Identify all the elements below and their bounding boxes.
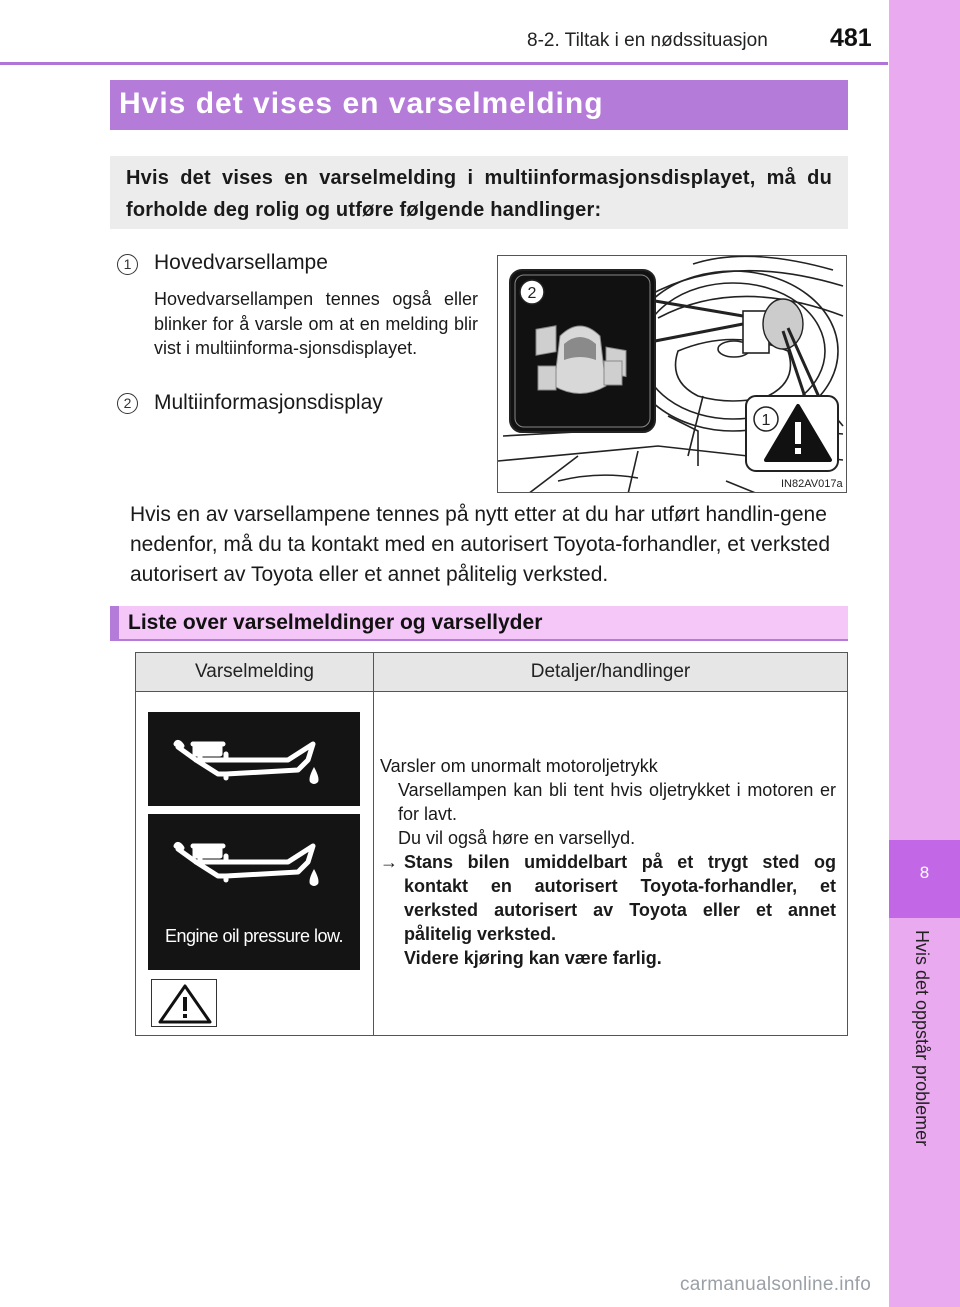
detail-line: Du vil også høre en varsellyd. <box>398 828 636 848</box>
header-rule <box>0 62 888 65</box>
dashboard-drawing <box>498 256 847 493</box>
figure-code: IN82AV017a <box>781 478 843 490</box>
detail-action-warning: Videre kjøring kan være farlig. <box>404 948 662 968</box>
intro-box: Hvis det vises en varselmelding i multiinformasjonsdisplayet, må du forholde deg rolig og utføre følgende handlinger: <box>110 156 848 229</box>
main-title-bar <box>110 80 848 130</box>
detail-title: Varsler om unormalt motoroljetrykk <box>380 756 658 776</box>
chapter-number-box: 8 <box>889 840 960 918</box>
warning-triangle-icon <box>152 980 218 1028</box>
figure-callout-1: 1 <box>761 412 771 429</box>
message-details-cell <box>374 692 848 1036</box>
figure-callout-2: 2 <box>527 285 537 302</box>
message-images-cell <box>136 692 374 1036</box>
item-title-multi-info-display: Multiinformasjonsdisplay <box>154 391 383 414</box>
action-arrow: → <box>380 852 398 872</box>
warning-messages-table <box>135 652 848 1036</box>
table-row <box>136 692 848 1036</box>
item-number-badge: 1 <box>117 254 138 275</box>
item-number-badge: 2 <box>117 393 138 414</box>
page-number: 481 <box>830 24 872 52</box>
detail-action <box>380 850 836 946</box>
dashboard-illustration <box>497 255 847 493</box>
display-message-text: Engine oil pressure low. <box>164 926 344 946</box>
oil-pressure-warning-screen <box>148 712 360 806</box>
subsection-title-bar <box>110 606 848 641</box>
item-description: Hovedvarsellampen tennes også eller blinker for å varsle om at en melding blir vist i multiinforma-sjonsdisplayet. <box>154 289 478 358</box>
body-paragraph: Hvis en av varsellampene tennes på nytt etter at du har utført handlin-gene nedenfor, må du ta kontakt med en autorisert Toyota-forhandler, et verksted autorisert av Toyota eller et annet pålitelig verksted. <box>130 503 831 586</box>
chapter-title-vertical: Hvis det oppstår problemer <box>912 930 932 1147</box>
table-header-row <box>136 653 848 692</box>
oil-can-icon <box>148 814 360 924</box>
section-header: 8-2. Tiltak i en nødssituasjon <box>527 30 768 51</box>
oil-pressure-message-screen <box>148 814 360 970</box>
action-text: Stans bilen umiddelbart på et trygt sted og kontakt en autorisert Toyota-forhandler, et verksted autorisert av Toyota eller et annet pålitelig verksted. <box>404 852 836 944</box>
watermark: carmanualsonline.info <box>680 1274 872 1295</box>
oil-can-icon <box>148 712 360 806</box>
item-title-main-warning-lamp: Hovedvarsellampe <box>154 251 328 274</box>
master-warning-lamp-box <box>151 979 217 1027</box>
main-title: Hvis det vises en varselmelding <box>119 87 604 120</box>
table-header-message: Varselmelding <box>136 653 374 692</box>
subsection-title: Liste over varselmeldinger og varsellyder <box>128 611 543 634</box>
table-header-details: Detaljer/handlinger <box>374 653 848 692</box>
detail-line: Varsellampen kan bli tent hvis oljetrykket i motoren er for lavt. <box>398 780 836 824</box>
